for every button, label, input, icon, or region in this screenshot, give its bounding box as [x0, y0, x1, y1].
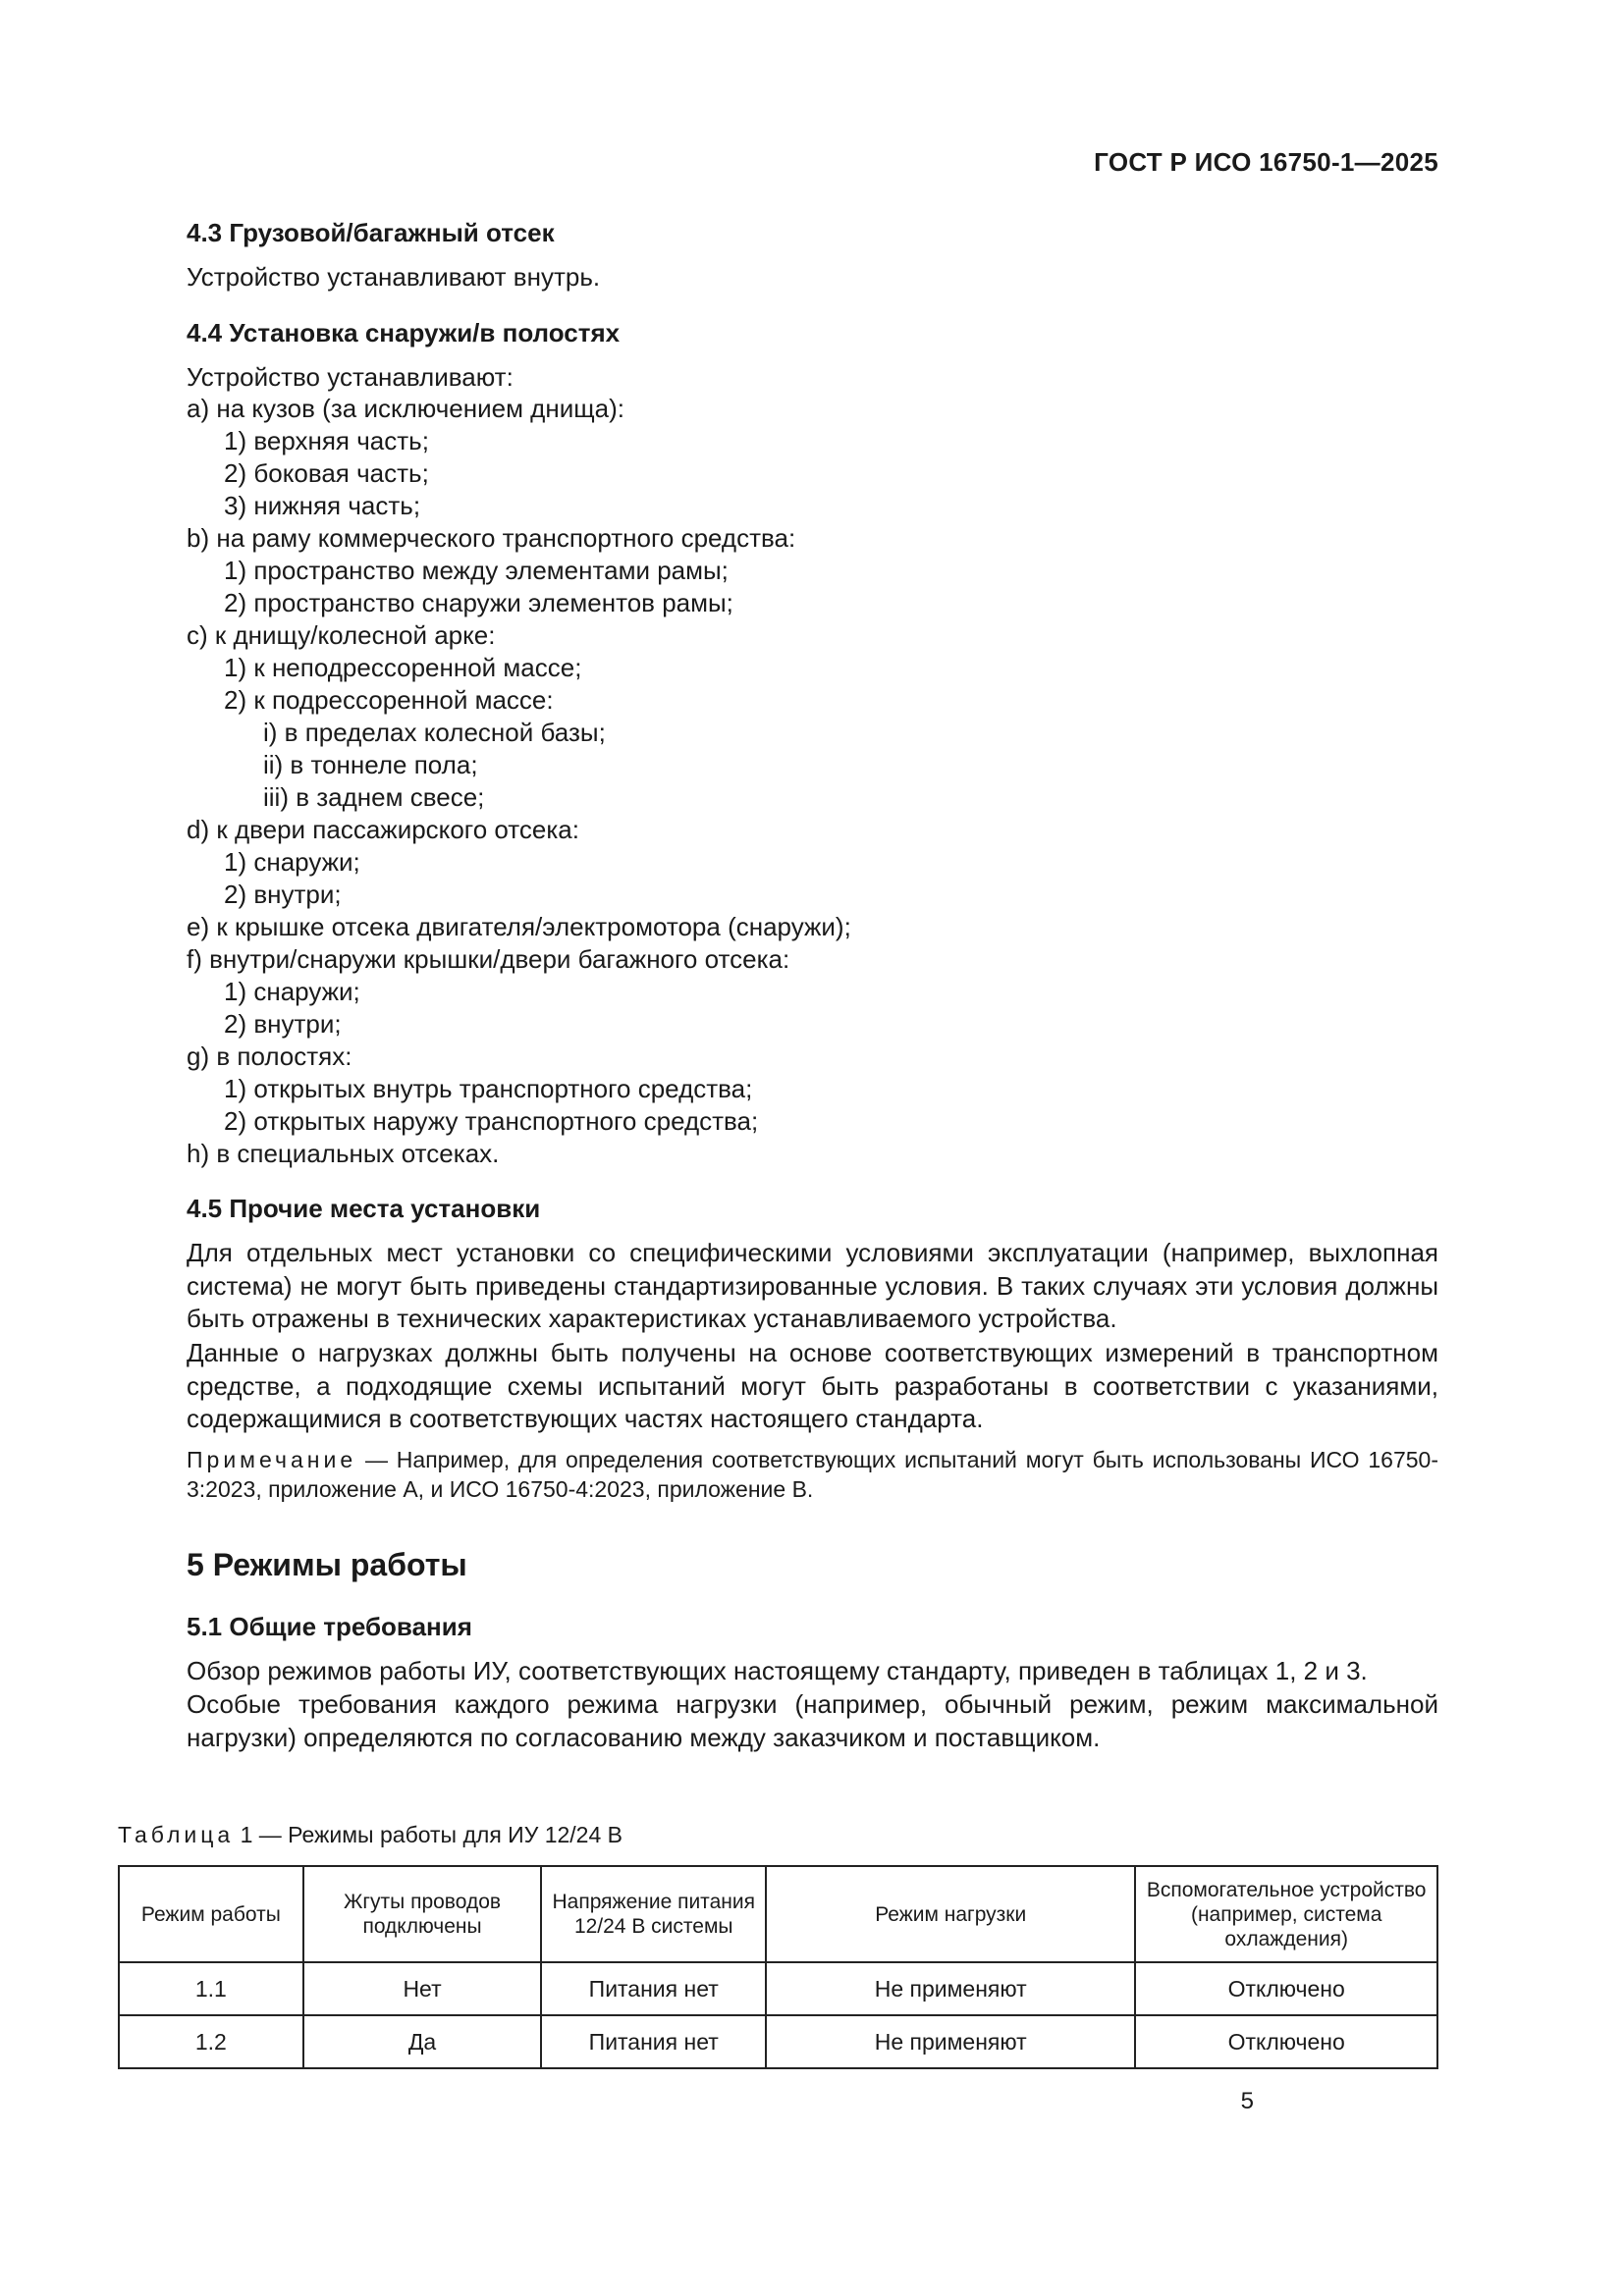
- list-item: f) внутри/снаружи крышки/двери багажного отсека:: [187, 944, 790, 974]
- list-item: c) к днищу/колесной арке:: [187, 620, 496, 650]
- column-header: Жгуты проводов подключены: [303, 1866, 542, 1962]
- list-item: 1) открытых внутрь транспортного средства;: [224, 1074, 753, 1103]
- table-cell: Да: [303, 2015, 542, 2068]
- list-item: 1) снаружи;: [224, 847, 360, 877]
- note: [187, 1445, 1438, 1504]
- table-caption-text: 1 — Режимы работы для ИУ 12/24 В: [234, 1822, 623, 1847]
- table-row: [119, 1962, 1437, 2015]
- section-5-1-paragraph-2: Особые требования каждого режима нагрузки (например, обычный режим, режим максимальной нагрузки) определяются по согласованию между заказчиком и поставщиком.: [187, 1689, 1438, 1752]
- column-header: Режим работы: [119, 1866, 303, 1962]
- section-5-1-paragraph-1: Обзор режимов работы ИУ, соответствующих настоящему стандарту, приведен в таблицах 1, 2 и 3.: [187, 1656, 1368, 1685]
- list-item: ii) в тоннеле пола;: [263, 750, 478, 779]
- list-item: e) к крышке отсека двигателя/электромотора (снаружи);: [187, 912, 851, 941]
- section-5-title: 5 Режимы работы: [187, 1547, 467, 1582]
- section-4-3-text: Устройство устанавливают внутрь.: [187, 262, 601, 292]
- operating-modes-table: [118, 1865, 1438, 2069]
- section-4-4-intro: Устройство устанавливают:: [187, 362, 514, 392]
- list-item: 2) внутри;: [224, 880, 342, 909]
- section-4-3-title: 4.3 Грузовой/багажный отсек: [187, 218, 555, 247]
- table-cell: Питания нет: [541, 1962, 766, 2015]
- table-cell: Отключено: [1135, 2015, 1437, 2068]
- table-caption-label: Таблица: [118, 1822, 235, 1847]
- page-number: 5: [1240, 2088, 1254, 2114]
- section-5-1-title: 5.1 Общие требования: [187, 1612, 472, 1641]
- table-cell: 1.1: [119, 1962, 303, 2015]
- list-item: 2) пространство снаружи элементов рамы;: [224, 588, 733, 617]
- section-4-4-title: 4.4 Установка снаружи/в полостях: [187, 318, 621, 347]
- table-row: [119, 2015, 1437, 2068]
- list-item: g) в полостях:: [187, 1041, 352, 1071]
- list-item: a) на кузов (за исключением днища):: [187, 394, 624, 423]
- list-item: 1) снаружи;: [224, 977, 360, 1006]
- list-item: 2) к подрессоренной массе:: [224, 685, 554, 715]
- table-cell: Отключено: [1135, 1962, 1437, 2015]
- note-label: Примечание: [187, 1447, 357, 1472]
- table-cell: Нет: [303, 1962, 542, 2015]
- list-item: iii) в заднем свесе;: [263, 782, 485, 812]
- column-header: Вспомогательное устройство (например, система охлаждения): [1135, 1866, 1437, 1962]
- table-caption: [118, 1822, 623, 1848]
- list-item: h) в специальных отсеках.: [187, 1139, 500, 1168]
- column-header: Режим нагрузки: [766, 1866, 1135, 1962]
- document-code: ГОСТ Р ИСО 16750-1—2025: [1094, 147, 1438, 177]
- list-item: 2) боковая часть;: [224, 458, 429, 488]
- list-item: 1) пространство между элементами рамы;: [224, 556, 729, 585]
- table-cell: Не применяют: [766, 1962, 1135, 2015]
- list-item: 1) верхняя часть;: [224, 426, 429, 455]
- list-item: 3) нижняя часть;: [224, 491, 421, 520]
- table-header-row: [119, 1866, 1437, 1962]
- table-cell: Не применяют: [766, 2015, 1135, 2068]
- list-item: d) к двери пассажирского отсека:: [187, 815, 579, 844]
- list-item: 2) внутри;: [224, 1009, 342, 1039]
- table-cell: Питания нет: [541, 2015, 766, 2068]
- list-item: b) на раму коммерческого транспортного средства:: [187, 523, 796, 553]
- list-item: 2) открытых наружу транспортного средства;: [224, 1106, 759, 1136]
- section-4-5-paragraph-1: Для отдельных мест установки со специфическими условиями эксплуатации (например, выхлопная система) не могут быть приведены стандартизированные условия. В таких случаях эти условия должны быть отражены в технических характеристиках устанавливаемого устройства.: [187, 1238, 1438, 1333]
- section-4-5-title: 4.5 Прочие места установки: [187, 1194, 541, 1223]
- section-4-5-paragraph-2: Данные о нагрузках должны быть получены на основе соответствующих измерений в транспортном средстве, а подходящие схемы испытаний могут быть разработаны в соответствии с указаниями, содержащимися в соответствующих частях настоящего стандарта.: [187, 1338, 1438, 1433]
- list-item: 1) к неподрессоренной массе;: [224, 653, 582, 682]
- table-cell: 1.2: [119, 2015, 303, 2068]
- note-text: — Например, для определения соответствующих испытаний могут быть использованы ИСО 16750-3:2023, приложение А, и ИСО 16750-4:2023, приложение В.: [187, 1447, 1438, 1502]
- column-header: Напряжение питания 12/24 В системы: [541, 1866, 766, 1962]
- list-item: i) в пределах колесной базы;: [263, 718, 606, 747]
